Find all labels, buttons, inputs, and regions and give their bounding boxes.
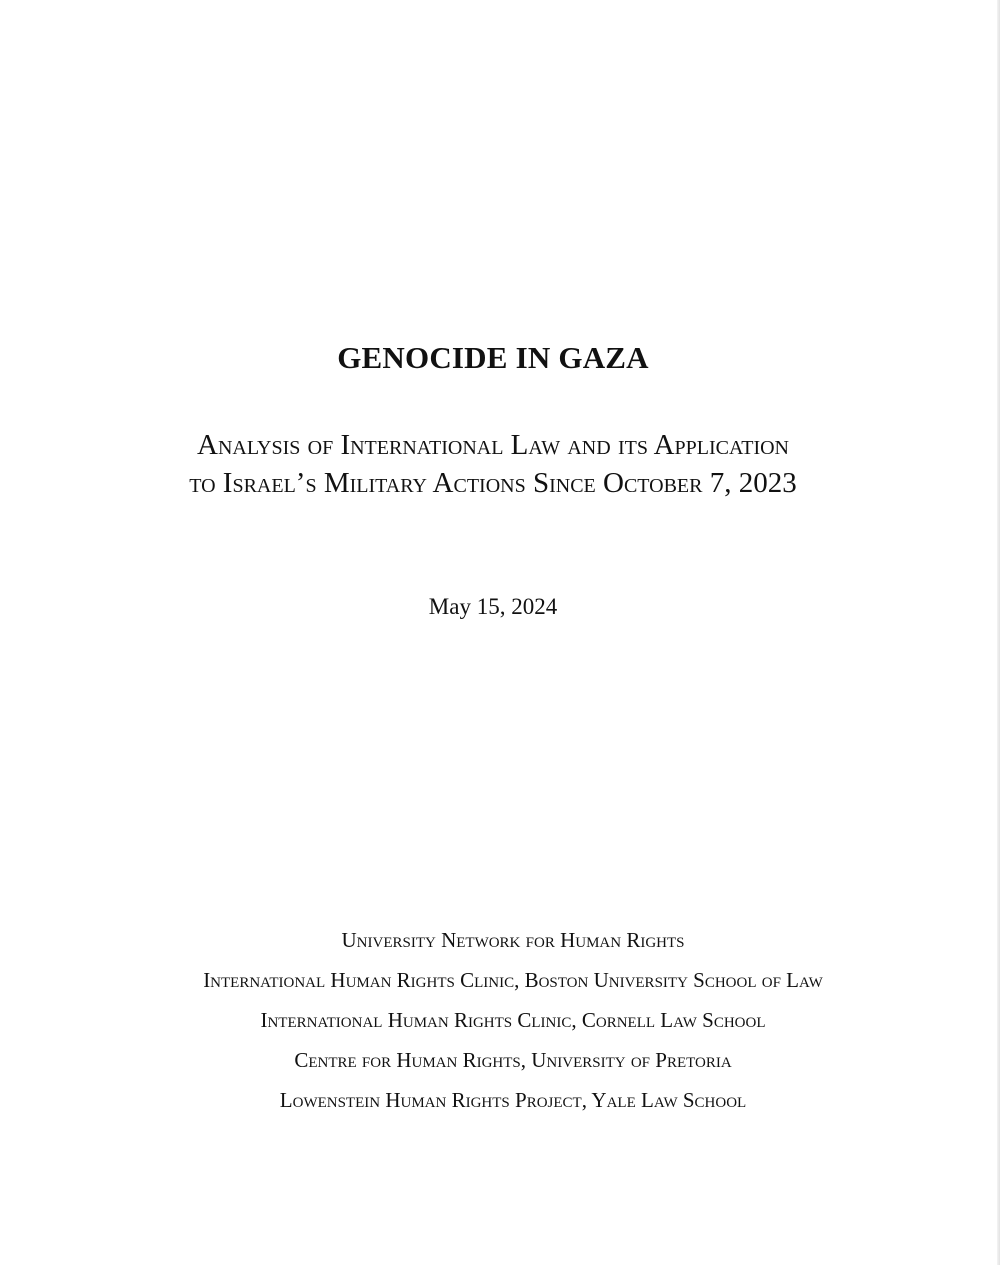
subtitle-line-1: Analysis of International Law and its Application xyxy=(197,429,789,461)
document-subtitle xyxy=(0,426,986,502)
organization-line: International Human Rights Clinic, Boston University School of Law xyxy=(203,968,823,992)
organization-line: University Network for Human Rights xyxy=(341,928,685,952)
organization-line: Centre for Human Rights, University of Pretoria xyxy=(294,1048,732,1072)
document-title: GENOCIDE IN GAZA xyxy=(337,340,649,375)
document-date: May 15, 2024 xyxy=(428,594,558,619)
subtitle-line-2: to Israel’s Military Actions Since October 7, 2023 xyxy=(189,467,797,499)
organization-line: Lowenstein Human Rights Project, Yale Law School xyxy=(279,1088,747,1112)
organization-list xyxy=(0,920,1000,1120)
organization-line: International Human Rights Clinic, Cornell Law School xyxy=(260,1008,766,1032)
